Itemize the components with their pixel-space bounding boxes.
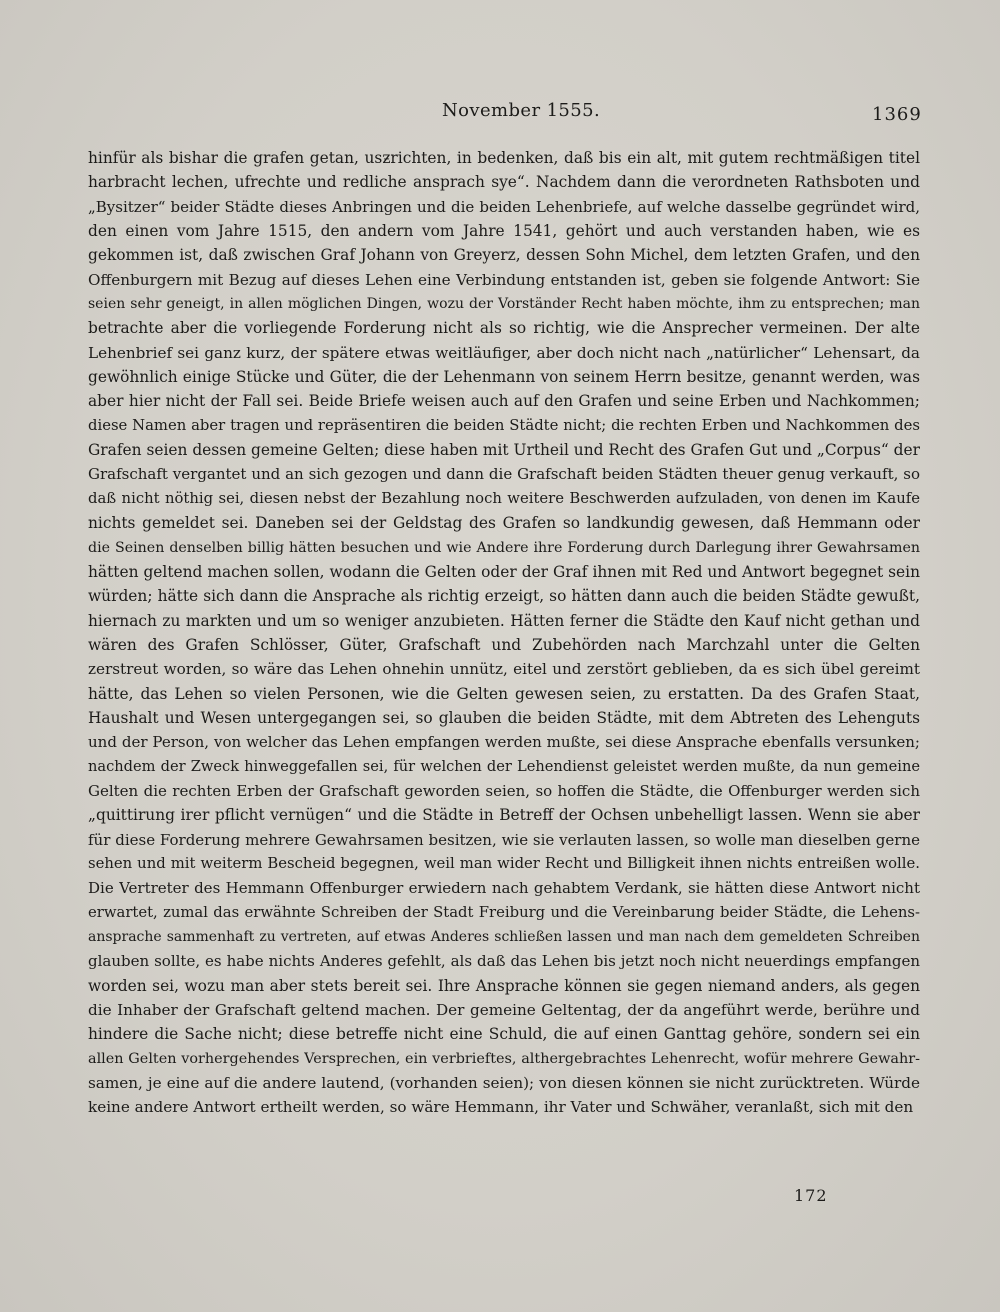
text-line: worden sei, wozu man aber stets bereit sei. Ihre Ansprache können sie gegen niemand anders, als gegen (88, 976, 920, 995)
text-line: die Seinen denselben billig hätten besuchen und wie Andere ihre Forderung durch Darlegung ihrer Gewahrsamen (88, 539, 920, 556)
text-line: ansprache sammenhaft zu vertreten, auf etwas Anderes schließen lassen und man nach dem gemeldeten Schreiben (88, 929, 920, 945)
text-line: erwartet, zumal das erwähnte Schreiben der Stadt Freiburg und die Vereinbarung beider Städte, die Lehens- (88, 903, 920, 921)
text-line: samen, je eine auf die andere lautend, (vorhanden seien); von diesen können sie nicht zurücktreten. Würde (88, 1074, 920, 1093)
text-line: Grafschaft vergantet und an sich gezogen und dann die Grafschaft beiden Städten theuer genug verkauft, so (88, 465, 920, 484)
text-line: gewöhnlich einige Stücke und Güter, die der Lehenmann von seinem Herrn besitze, genannt werden, was (88, 368, 920, 387)
text-line: hindere die Sache nicht; diese betreffe nicht eine Schuld, die auf einen Ganttag gehöre, sondern sei ein (88, 1025, 920, 1044)
text-line: hiernach zu markten und um so weniger anzubieten. Hätten ferner die Städte den Kauf nicht gethan und (88, 611, 920, 630)
text-line: „Bysitzer“ beider Städte dieses Anbringen und die beiden Lehenbriefe, auf welche dasselbe gegründet wird, (88, 197, 920, 216)
text-line: hinfür als bishar die grafen getan, usƶrichten, in bedenken, daß bis ein alt, mit gutem rechtmäßigen titel (88, 149, 920, 167)
text-line: hätte, das Lehen so vielen Personen, wie die Gelten gewesen seien, zu erstatten. Da des Grafen Staat, (88, 684, 920, 703)
text-line: die Inhaber der Grafschaft geltend machen. Der gemeine Geltentag, der da angeführt werde, berühre und (88, 1001, 920, 1020)
text-line: Lehenbrief sei ganz kurz, der spätere etwas weitläufiger, aber doch nicht nach „natürlicher“ Lehensart, da (88, 343, 920, 362)
text-line: „quittirung irer pflicht vernügen“ und die Städte in Betreff der Ochsen unbehelligt lassen. Wenn sie aber (88, 806, 920, 825)
text-line: hätten geltend machen sollen, wodann die Gelten oder der Graf ihnen mit Red und Antwort begegnet sein (88, 562, 920, 581)
text-line: Gelten die rechten Erben der Grafschaft geworden seien, so hoffen die Städte, die Offenburger werden sich (88, 781, 920, 800)
text-line: allen Gelten vorhergehendes Versprechen, ein verbrieftes, althergebrachtes Lehenrecht, wofür mehrere Gewahr- (88, 1050, 920, 1067)
text-line: Grafen seien dessen gemeine Gelten; diese haben mit Urtheil und Recht des Grafen Gut und „Corpus“ der (88, 441, 920, 460)
running-head: November 1555. (442, 100, 601, 121)
text-line: Haushalt und Wesen untergegangen sei, so glauben die beiden Städte, mit dem Abtreten des Lehenguts (88, 708, 920, 727)
text-line: für diese Forderung mehrere Gewahrsamen besitzen, wie sie verlauten lassen, so wolle man dieselben gerne (88, 830, 920, 849)
text-line: den einen vom Jahre 1515, den andern vom Jahre 1541, gehört und auch verstanden haben, wie es (88, 222, 920, 241)
text-line: und der Person, von welcher das Lehen empfangen werden mußte, sei diese Ansprache ebenfalls versunken; (88, 733, 920, 752)
text-line: harbracht lechen, ufrechte und redliche ansprach sye“. Nachdem dann die verordneten Rathsboten und (88, 173, 920, 192)
text-line: keine andere Antwort ertheilt werden, so wäre Hemmann, ihr Vater und Schwäher, veranlaßt, sich mit den (88, 1098, 914, 1117)
text-line: glauben sollte, es habe nichts Anderes gefehlt, als daß das Lehen bis jetzt noch nicht neuerdings empfangen (88, 952, 920, 971)
text-line: nachdem der Zweck hinweggefallen sei, für welchen der Lehendienst geleistet werden mußte, da nun gemeine (88, 757, 920, 775)
signature-mark: 172 (794, 1186, 828, 1205)
text-line: zerstreut worden, so wäre das Lehen ohnehin unnütz, eitel und zerstört geblieben, da es sich übel gereimt (88, 660, 920, 679)
text-line: aber hier nicht der Fall sei. Beide Briefe weisen auch auf den Grafen und seine Erben und Nachkommen; (88, 392, 920, 411)
body-text (88, 146, 920, 1120)
page-number: 1369 (872, 104, 922, 125)
text-line: Die Vertreter des Hemmann Offenburger erwiedern nach gehabtem Verdank, sie hätten diese Antwort nicht (88, 879, 920, 898)
text-line: wären des Grafen Schlösser, Güter, Grafschaft und Zubehörden nach Marchzahl unter die Gelten (88, 635, 920, 654)
text-line: gekommen ist, daß zwischen Graf Johann von Greyerz, dessen Sohn Michel, dem letzten Grafen, und den (88, 246, 920, 265)
text-line: betrachte aber die vorliegende Forderung nicht als so richtig, wie die Ansprecher vermeinen. Der alte (88, 319, 920, 338)
text-line: daß nicht nöthig sei, diesen nebst der Bezahlung noch weitere Beschwerden aufzuladen, von denen im Kaufe (88, 489, 920, 507)
text-line: würden; hätte sich dann die Ansprache als richtig erzeigt, so hätten dann auch die beiden Städte gewußt, (88, 587, 920, 606)
text-line: nichts gemeldet sei. Daneben sei der Geldstag des Grafen so landkundig gewesen, daß Hemmann oder (88, 514, 920, 533)
text-line: sehen und mit weiterm Bescheid begegnen, weil man wider Recht und Billigkeit ihnen nichts entreißen wolle. (88, 854, 920, 872)
text-line: seien sehr geneigt, in allen möglichen Dingen, wozu der Vorständer Recht haben möchte, ihm zu entsprechen; man (88, 296, 920, 313)
text-line: diese Namen aber tragen und repräsentiren die beiden Städte nicht; die rechten Erben und Nachkommen des (88, 416, 920, 434)
text-line: Offenburgern mit Bezug auf dieses Lehen eine Verbindung entstanden ist, geben sie folgende Antwort: Sie (88, 270, 920, 289)
